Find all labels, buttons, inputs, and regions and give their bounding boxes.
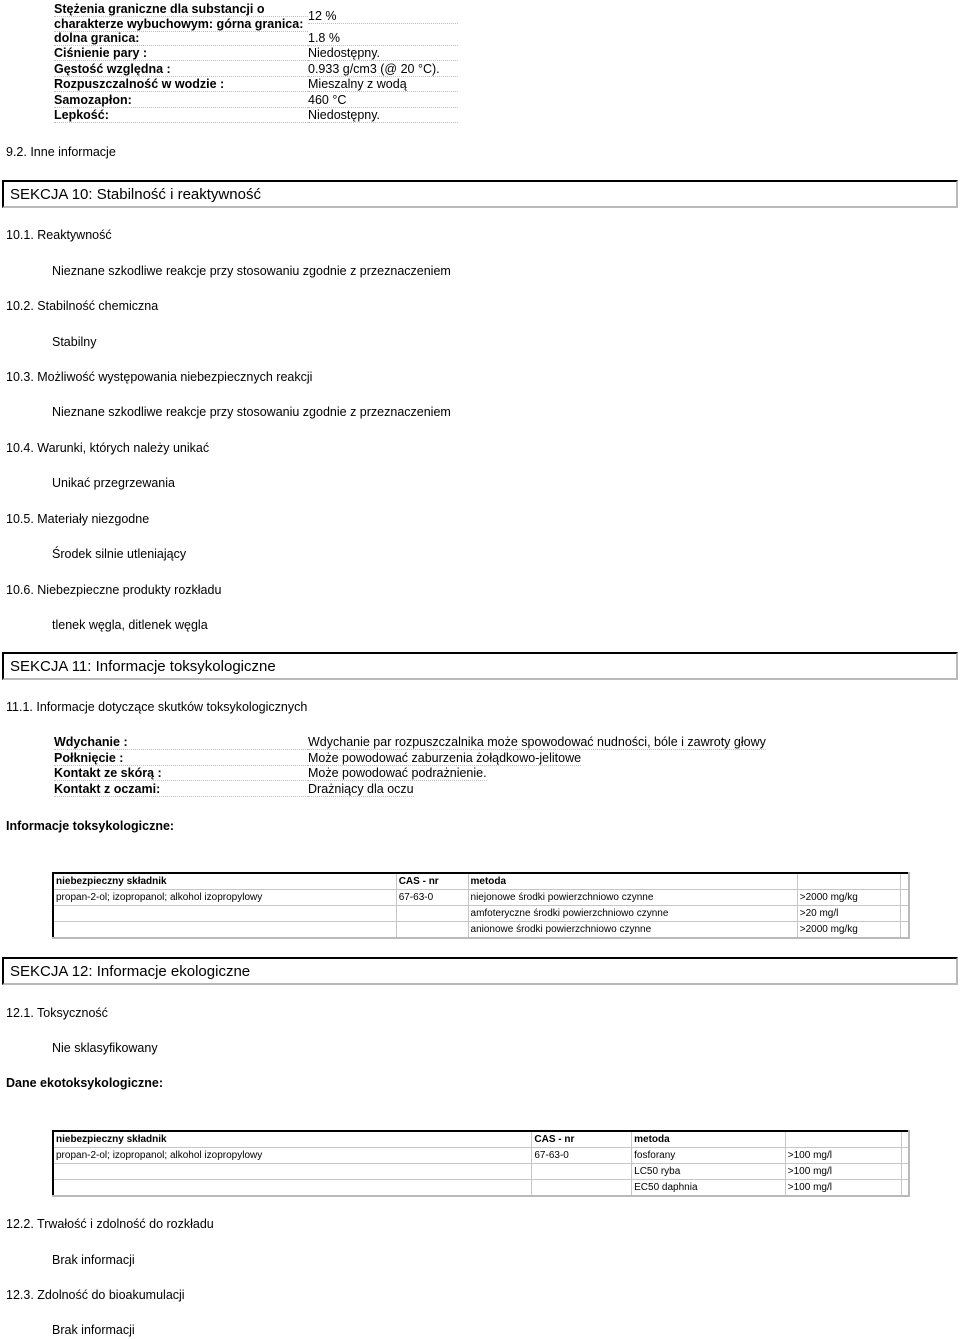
tox-table	[52, 872, 910, 939]
table-cell: 67-63-0	[532, 1148, 632, 1164]
column-header	[785, 1131, 901, 1148]
section-title: SEKCJA 11: Informacje toksykologiczne	[10, 658, 276, 675]
prop-value: 12 %	[308, 9, 458, 24]
table-cell	[53, 922, 396, 939]
table-cell: propan-2-ol; izopropanol; alkohol izopropylowy	[53, 1148, 532, 1164]
column-header: niebezpieczny składnik	[53, 1131, 532, 1148]
table-cell: LC50 ryba	[632, 1164, 786, 1180]
table-row	[53, 906, 909, 922]
column-header: CAS - nr	[396, 873, 468, 890]
subsection-heading: 12.2. Trwałość i zdolność do rozkładu	[6, 1217, 214, 1231]
table-cell: EC50 daphnia	[632, 1180, 786, 1197]
table-cell	[53, 906, 396, 922]
prop-value: 1.8 %	[308, 31, 458, 46]
table-row	[53, 890, 909, 906]
table-cell	[532, 1164, 632, 1180]
prop-label: Ciśnienie pary :	[54, 46, 308, 61]
prop-value: Niedostępny.	[308, 108, 458, 123]
effect-value: Może powodować podrażnienie.	[308, 766, 487, 780]
section-title: SEKCJA 10: Stabilność i reaktywność	[10, 186, 261, 203]
subsection-text: Nieznane szkodliwe reakcje przy stosowaniu zgodnie z przeznaczeniem	[52, 405, 451, 419]
table-cell: 67-63-0	[396, 890, 468, 906]
section-12-header	[2, 957, 958, 985]
effect-label: Wdychanie :	[54, 735, 308, 750]
subsection-heading: 10.5. Materiały niezgodne	[6, 512, 150, 526]
table-cell: >2000 mg/kg	[797, 890, 901, 906]
prop-label: Rozpuszczalność w wodzie :	[54, 77, 308, 92]
eco-data-label: Dane ekotoksykologiczne:	[6, 1076, 163, 1090]
eco-table	[52, 1130, 910, 1197]
prop-label: Lepkość:	[54, 108, 308, 123]
prop-label-line2: charakterze wybuchowym: górna granica:	[54, 17, 308, 32]
column-header: niebezpieczny składnik	[53, 873, 396, 890]
table-cell: niejonowe środki powierzchniowo czynne	[468, 890, 797, 906]
table-cell	[53, 1180, 532, 1197]
subsection-text: Stabilny	[52, 335, 97, 349]
column-header	[797, 873, 901, 890]
subsection-text: Brak informacji	[52, 1323, 135, 1337]
tox-info-label: Informacje toksykologiczne:	[6, 819, 175, 833]
subsection-text: Nie sklasyfikowany	[52, 1041, 158, 1055]
table-row	[53, 1148, 909, 1164]
subsection-heading: 11.1. Informacje dotyczące skutków toksykologicznych	[6, 700, 308, 714]
table-cell: fosforany	[632, 1148, 786, 1164]
table-cell	[396, 906, 468, 922]
table-cell: >100 mg/l	[785, 1180, 901, 1197]
effect-label: Kontakt ze skórą :	[54, 766, 308, 781]
table-cell: >2000 mg/kg	[797, 922, 901, 939]
table-header-row	[53, 1131, 909, 1148]
effect-value: Wdychanie par rozpuszczalnika może spowodować nudności, bóle i zawroty głowy	[308, 735, 766, 749]
column-header: CAS - nr	[532, 1131, 632, 1148]
table-row	[53, 1164, 909, 1180]
table-cell: anionowe środki powierzchniowo czynne	[468, 922, 797, 939]
table-cell	[396, 922, 468, 939]
subsection-text: Środek silnie utleniający	[52, 547, 187, 561]
subsection-heading-9-2: 9.2. Inne informacje	[6, 145, 116, 159]
column-header: metoda	[468, 873, 797, 890]
effect-value: Może powodować zaburzenia żołądkowo-jelitowe	[308, 751, 582, 765]
table-cell: >20 mg/l	[797, 906, 901, 922]
prop-value: 0.933 g/cm3 (@ 20 °C).	[308, 62, 458, 77]
section-title: SEKCJA 12: Informacje ekologiczne	[10, 963, 251, 980]
subsection-heading: 10.4. Warunki, których należy unikać	[6, 441, 210, 455]
table-cell: amfoteryczne środki powierzchniowo czynne	[468, 906, 797, 922]
subsection-text: Nieznane szkodliwe reakcje przy stosowaniu zgodnie z przeznaczeniem	[52, 264, 451, 278]
effect-label: Kontakt z oczami:	[54, 782, 308, 797]
subsection-text: tlenek węgla, ditlenek węgla	[52, 618, 208, 632]
subsection-heading: 12.3. Zdolność do bioakumulacji	[6, 1288, 185, 1302]
prop-value: Mieszalny z wodą	[308, 77, 458, 92]
prop-label: Samozapłon:	[54, 93, 308, 108]
effect-value: Drażniący dla oczu	[308, 782, 414, 796]
subsection-heading: 10.6. Niebezpieczne produkty rozkładu	[6, 583, 222, 597]
table-header-row	[53, 873, 909, 890]
subsection-text: Brak informacji	[52, 1253, 135, 1267]
prop-value: Niedostępny.	[308, 46, 458, 61]
prop-label: Gęstość względna :	[54, 62, 308, 77]
table-row	[53, 1180, 909, 1197]
effect-label: Połknięcie :	[54, 751, 308, 766]
subsection-heading: 10.1. Reaktywność	[6, 228, 112, 242]
subsection-text: Unikać przegrzewania	[52, 476, 175, 490]
subsection-heading: 10.2. Stabilność chemiczna	[6, 299, 159, 313]
column-header: metoda	[632, 1131, 786, 1148]
table-cell: >100 mg/l	[785, 1148, 901, 1164]
table-cell: >100 mg/l	[785, 1164, 901, 1180]
table-cell: propan-2-ol; izopropanol; alkohol izopropylowy	[53, 890, 396, 906]
section-11-header	[2, 652, 958, 680]
table-row	[53, 922, 909, 939]
prop-label: dolna granica:	[54, 31, 308, 46]
subsection-heading: 12.1. Toksyczność	[6, 1006, 108, 1020]
section-10-header	[2, 180, 958, 208]
prop-value: 460 °C	[308, 93, 458, 108]
table-cell	[532, 1180, 632, 1197]
prop-label-line1: Stężenia graniczne dla substancji o	[54, 2, 308, 17]
table-cell	[53, 1164, 532, 1180]
subsection-heading: 10.3. Możliwość występowania niebezpiecznych reakcji	[6, 370, 313, 384]
